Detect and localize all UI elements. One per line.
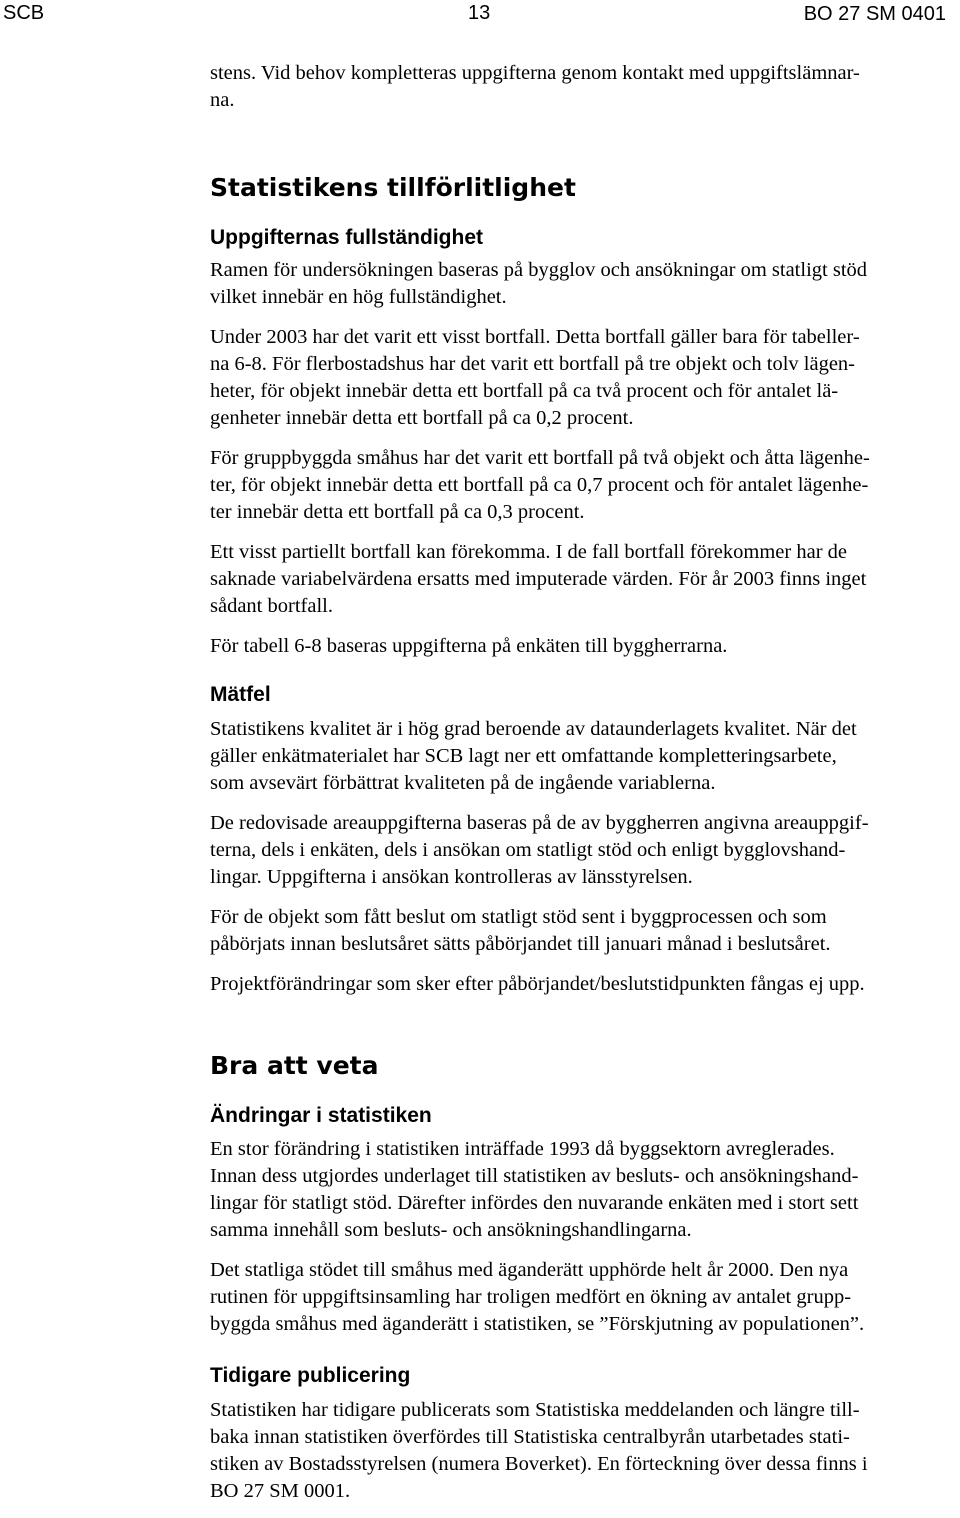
paragraph: Projektförändringar som sker efter påbörjandet/beslutstidpunkten fångas ej upp.	[210, 973, 865, 995]
paragraph: Statistikens kvalitet är i hög grad beroende av dataunderlagets kvalitet. När det gäller enkätmaterialet har SCB lagt ner ett omfattande kompletteringsarbete, som avsevärt förbättrat kvaliteten på de ingående variablerna.	[210, 718, 857, 794]
paragraph: Ett visst partiellt bortfall kan förekomma. I de fall bortfall förekommer har de saknade variabelvärdena ersatts med imputerade värden. För år 2003 finns inget sådant bortfall.	[210, 541, 867, 617]
andringar-body	[210, 1136, 960, 1351]
fullstandighet-body	[210, 257, 960, 673]
subsection-title-tidigare-publicering: Tidigare publicering	[210, 1364, 411, 1387]
paragraph: Det statliga stödet till småhus med äganderätt upphörde helt år 2000. Den nya rutinen för uppgiftsinsamling har troligen medfört en ökning av antalet grupp- byggda småhus med äganderätt i statistiken, se ”Förskjutning av populationen”.	[210, 1259, 865, 1335]
matfel-body	[210, 716, 960, 1011]
paragraph: En stor förändring i statistiken inträffade 1993 då byggsektorn avreglerades. Innan dess utgjordes underlaget till statistiken av besluts- och ansökningshand- lingar för statligt stöd. Därefter infördes den nuvarande enkäten med i stort sett samma innehåll som besluts- och ansökningshandlingarna.	[210, 1138, 859, 1241]
intro-paragraph: stens. Vid behov kompletteras uppgifterna genom kontakt med uppgiftslämnar- na.	[210, 62, 860, 111]
subsection-title-fullstandighet: Uppgifternas fullständighet	[210, 226, 483, 249]
paragraph: Ramen för undersökningen baseras på bygglov och ansökningar om statligt stöd vilket innebär en hög fullständighet.	[210, 259, 868, 308]
paragraph: För tabell 6-8 baseras uppgifterna på enkäten till byggherrarna.	[210, 635, 728, 657]
subsection-title-andringar: Ändringar i statistiken	[210, 1104, 432, 1127]
paragraph: För gruppbyggda småhus har det varit ett bortfall på två objekt och åtta lägenhe- ter, för objekt innebär detta ett bortfall på ca 0,7 procent och för antalet lägenhe- ter innebär detta ett bortfall på ca 0,3 procent.	[210, 447, 870, 523]
paragraph: Under 2003 har det varit ett visst bortfall. Detta bortfall gäller bara för tabeller- na 6-8. För flerbostadshus har det varit ett bortfall på tre objekt och tolv lägen- heter, för objekt innebär detta ett bortfall på ca två procent och för antalet lä- genheter innebär detta ett bortfall på ca 0,2 procent.	[210, 326, 860, 429]
page-header	[0, 0, 960, 30]
subsection-title-matfel: Mätfel	[210, 683, 271, 706]
tidigare-publicering-body	[210, 1397, 960, 1518]
paragraph: Statistiken har tidigare publicerats som Statistiska meddelanden och längre till- baka innan statistiken överfördes till Statistiska centralbyrån utarbetades stati- stiken av Bostadsstyrelsen (numera Boverket). En förteckning över dessa finns i BO 27 SM 0001.	[210, 1399, 868, 1502]
section-title-bra-att-veta: Bra att veta	[210, 1051, 379, 1080]
header-org: SCB	[3, 2, 45, 24]
header-page-number: 13	[468, 2, 491, 24]
header-doc-code: BO 27 SM 0401	[803, 3, 946, 25]
paragraph: För de objekt som fått beslut om statligt stöd sent i byggprocessen och som påbörjats innan beslutsåret sätts påbörjandet till januari månad i beslutsåret.	[210, 906, 831, 955]
section-title-tillforlitlighet: Statistikens tillförlitlighet	[210, 173, 576, 202]
paragraph: De redovisade areauppgifterna baseras på de av byggherren angivna areauppgif- terna, dels i enkäten, dels i ansökan om statligt stöd och enligt bygglovshand- lingar. Uppgifterna i ansökan kontrolleras av länsstyrelsen.	[210, 812, 869, 888]
